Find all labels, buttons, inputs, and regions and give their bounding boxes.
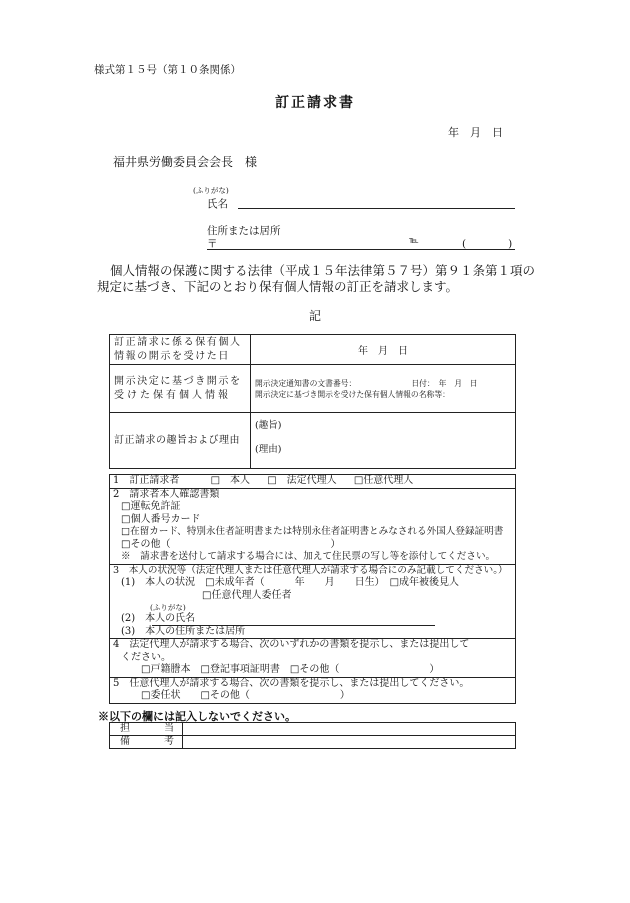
notice-date-label: 日付： 年 月 日 — [411, 378, 478, 388]
info-name-label: 開示決定に基づき開示を受けた保有個人情報の名称等： — [255, 389, 450, 399]
principal-name-row[interactable] — [110, 613, 515, 626]
legal-agent-doc-options[interactable]: □戸籍謄本 □登記事項証明書 □その他（ ） — [141, 664, 440, 675]
section-requester — [110, 475, 515, 488]
principal-status-options[interactable]: (1) 本人の状況 □未成年者（ 年 月 日生） □成年被後見人 — [121, 577, 460, 588]
purpose-label: (趣旨) — [255, 420, 282, 431]
intro-line-2: 規定に基づき、下記のとおり保有個人情報の訂正を請求します。 — [97, 279, 459, 294]
disclosure-date-field[interactable]: 年 月 日 — [251, 335, 516, 365]
principal-address-label: (3) 本人の住所または居所 — [121, 625, 246, 637]
principal-name-label: (2) 本人の氏名 — [121, 613, 196, 624]
principal-address-underline — [152, 638, 435, 639]
principal-furigana-label: (ふりがな) — [150, 603, 186, 612]
form-number: 様式第１５号（第１０条関係） — [94, 64, 241, 76]
remarks-field — [183, 736, 516, 749]
requester-voluntary-agent-checkbox[interactable]: □任意代理人 — [353, 475, 414, 486]
request-table — [109, 334, 516, 469]
disclosure-date-label: 訂正請求に係る保有個人 情報の開示を受けた日 — [110, 335, 251, 365]
section-legal-agent-docs — [110, 638, 515, 677]
person-in-charge-label: 担 当 — [110, 723, 183, 736]
address-label: 住所または居所 — [207, 225, 281, 237]
drivers-license-checkbox[interactable]: □運転免許証 — [121, 501, 181, 512]
legal-agent-docs-line2: ください。 — [121, 651, 171, 663]
requester-label: 1 訂正請求者 — [113, 475, 180, 486]
details-table — [109, 474, 516, 704]
postal-mark: 〒 — [207, 238, 218, 250]
identity-docs-title: 2 請求者本人確認書類 — [113, 488, 220, 500]
section-voluntary-agent-docs — [110, 677, 515, 703]
office-use-note: ※以下の欄には記入しないでください。 — [98, 710, 296, 723]
reason-label: (理由) — [255, 444, 282, 455]
mynumber-card-checkbox[interactable]: □個人番号カード — [121, 513, 201, 525]
principal-status-title: 3 本人の状況等（法定代理人または任意代理人が請求する場合にのみ記載してください。） — [113, 564, 508, 576]
requester-self-checkbox[interactable]: □ 本人 — [210, 475, 251, 486]
voluntary-agent-doc-options[interactable]: □委任状 □その他（ ） — [141, 690, 350, 701]
section-identity-docs — [110, 488, 515, 564]
intro-line-1: 個人情報の保護に関する法律（平成１５年法律第５７号）第９１条第１項の — [110, 263, 536, 278]
remarks-label: 備 考 — [110, 736, 183, 749]
addressee: 福井県労働委員会会長 様 — [113, 155, 258, 169]
document-title: 訂正請求書 — [275, 95, 355, 111]
name-field[interactable] — [238, 208, 515, 209]
other-doc-checkbox[interactable]: □その他（ ） — [121, 538, 341, 550]
requester-legal-agent-checkbox[interactable]: □ 法定代理人 — [267, 475, 337, 486]
request-date[interactable]: 年 月 日 — [448, 126, 503, 139]
tel-mark: ℡ — [409, 236, 419, 246]
intro-paragraph — [97, 263, 536, 295]
ki-heading: 記 — [308, 309, 321, 323]
voluntary-principal-checkbox[interactable]: □任意代理人委任者 — [202, 589, 292, 601]
furigana-label: (ふりがな) — [193, 186, 229, 195]
notice-number-label: 開示決定通知書の文書番号： — [255, 378, 357, 388]
legal-agent-docs-line1: 4 法定代理人が請求する場合、次のいずれかの書類を提示し、または提出して — [113, 639, 470, 650]
person-in-charge-field — [183, 723, 516, 736]
disclosed-info-label: 開示決定に基づき開示を 受けた保有個人情報 — [110, 365, 251, 413]
tel-area-code: ( ) — [462, 238, 513, 250]
residence-card-checkbox[interactable]: □在留カード、特別永住者証明書または特別永住者証明書とみなされる外国人登録証明書 — [121, 526, 504, 537]
purpose-reason-field[interactable] — [251, 413, 516, 469]
office-use-table — [109, 722, 516, 749]
voluntary-agent-docs-line1: 5 任意代理人が請求する場合、次の書類を提示し、または提出してください。 — [113, 677, 470, 689]
address-field[interactable] — [207, 249, 515, 250]
principal-address-row[interactable] — [110, 626, 515, 639]
residence-note: ※ 請求書を送付して請求する場合には、加えて住民票の写し等を添付してください。 — [121, 551, 496, 562]
section-principal-status — [110, 564, 515, 639]
name-label: 氏名 — [207, 198, 228, 210]
disclosed-info-field[interactable] — [251, 365, 516, 413]
purpose-reason-label: 訂正請求の趣旨および理由 — [110, 413, 251, 469]
